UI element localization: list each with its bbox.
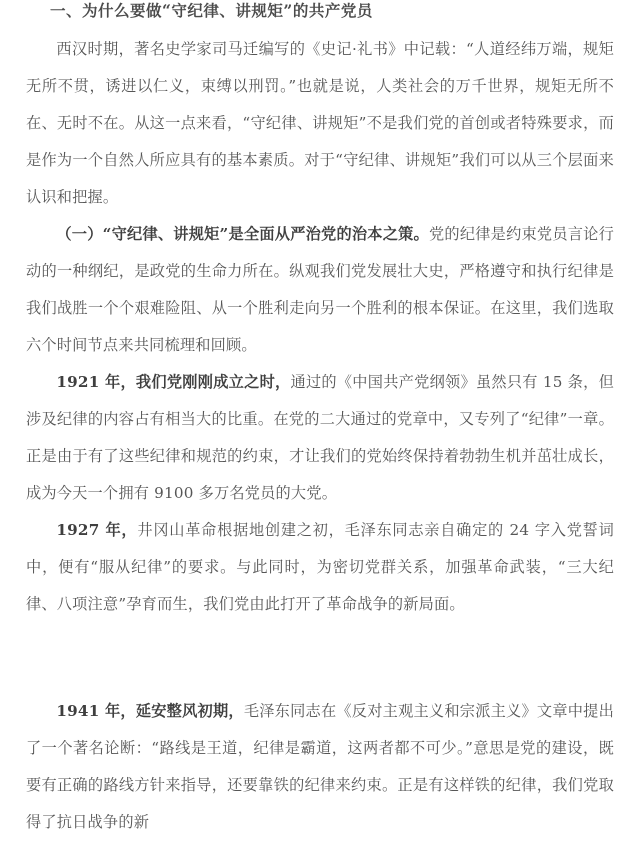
paragraph-run-text: 党的纪律是约束党员言论行动的一种纲纪，是政党的生命力所在。纵观我们党发展壮大史，严格遵守和执行纪律是我们战胜一个个艰难险阻、从一个胜利走向另一个胜利的根本保证。在这里，我们选取六个时间节点来共同梳理和回顾。 (26, 225, 614, 354)
paragraph-run-text: 通过的《中国共产党纲领》虽然只有 15 条，但涉及纪律的内容占有相当大的比重。在党的二大通过的党章中，又专列了“纪律”一章。正是由于有了这些纪律和规范的约束，才让我们的党始终保持着勃勃生机并茁壮成长，成为今天一个拥有 9100 多万名党员的大党。 (26, 373, 614, 502)
paragraph-run-bold: 1941 年，延安整风初期， (56, 702, 244, 720)
paragraph-year-1927 (26, 512, 614, 623)
paragraph-run-text: 西汉时期，著名史学家司马迁编写的《史记·礼书》中记载：“人道经纬万端，规矩无所不贯，诱进以仁义，束缚以刑罚。”也就是说，人类社会的万千世界，规矩无所不在、无时不在。从这一点来看，“守纪律、讲规矩”不是我们党的首创或者特殊要求，而是作为一个自然人所应具有的基本素质。对于“守纪律、讲规矩”我们可以从三个层面来认识和把握。 (26, 40, 614, 206)
paragraph-run-bold: （一）“守纪律、讲规矩”是全面从严治党的治本之策。 (56, 225, 429, 243)
paragraph-section-yi (26, 216, 614, 364)
paragraph-run-text: 毛泽东同志在《反对主观主义和宗派主义》文章中提出了一个著名论断：“路线是王道，纪律是霸道，这两者都不可少。”意思是党的建设，既要有正确的路线方针来指导，还要靠铁的纪律来约束。正是有这样铁的纪律，我们党取得了抗日战争的新 (26, 702, 614, 831)
paragraph-run-text: 井冈山革命根据地创建之初，毛泽东同志亲自确定的 24 字入党誓词中，便有“服从纪律”的要求。与此同时，为密切党群关系，加强革命武装，“三大纪律、八项注意”孕育而生，我们党由此打开了革命战争的新局面。 (26, 521, 614, 613)
paragraph-year-1921 (26, 364, 614, 512)
paragraph-run-bold: 1927 年， (56, 521, 138, 539)
paragraph-run-bold: 1921 年，我们党刚刚成立之时， (56, 373, 291, 391)
paragraph-year-1941 (26, 693, 614, 831)
section-heading: 一、为什么要做“守纪律、讲规矩”的共产党员 (50, 1, 373, 20)
paragraph-xihan (26, 31, 614, 216)
